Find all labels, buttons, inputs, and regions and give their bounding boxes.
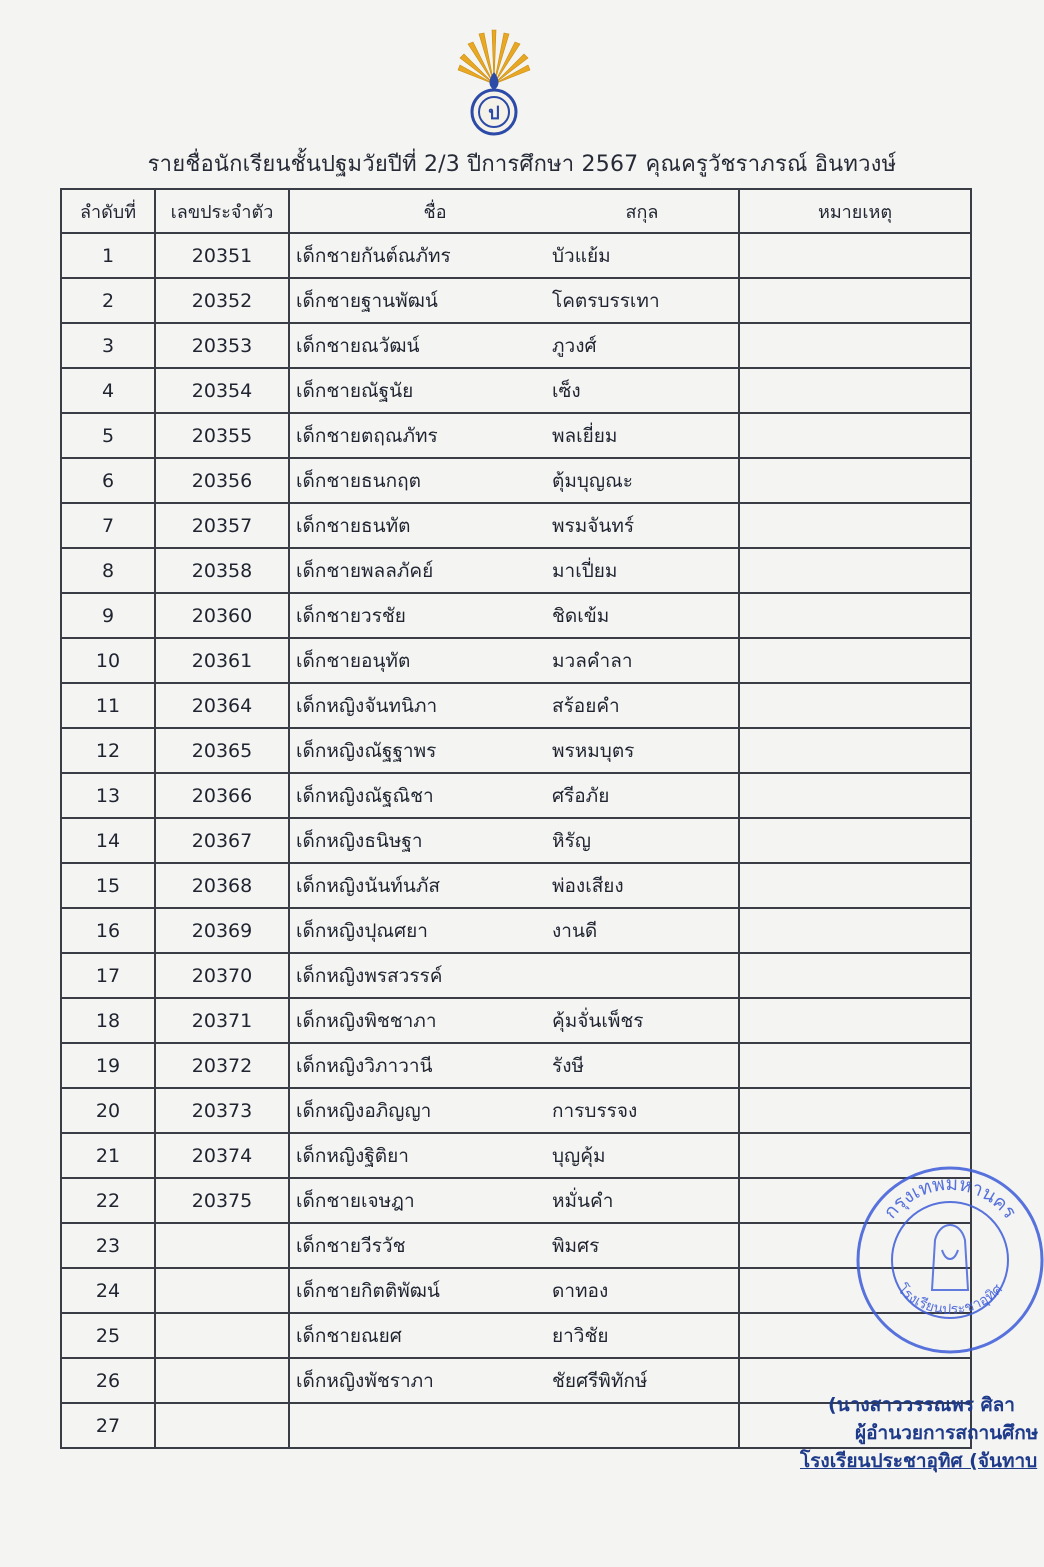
student-surname: ยาวิชัย — [546, 1313, 739, 1358]
row-number: 7 — [61, 503, 155, 548]
row-number: 21 — [61, 1133, 155, 1178]
row-number: 23 — [61, 1223, 155, 1268]
row-number: 5 — [61, 413, 155, 458]
row-number: 8 — [61, 548, 155, 593]
student-name: เด็กหญิงธนิษฐา — [289, 818, 546, 863]
student-name: เด็กหญิงพรสวรรค์ — [289, 953, 546, 998]
student-surname: สร้อยคำ — [546, 683, 739, 728]
note-cell — [739, 368, 971, 413]
row-number: 14 — [61, 818, 155, 863]
student-surname: มาเปี่ยม — [546, 548, 739, 593]
student-id: 20353 — [155, 323, 289, 368]
stamp-text: กรุงเทพมหานคร — [879, 1172, 1021, 1223]
table-row — [61, 1088, 971, 1133]
student-id — [155, 1313, 289, 1358]
table-row — [61, 818, 971, 863]
student-name: เด็กหญิงอภิญญา — [289, 1088, 546, 1133]
row-number: 13 — [61, 773, 155, 818]
row-number: 12 — [61, 728, 155, 773]
student-surname: หมั่นคำ — [546, 1178, 739, 1223]
row-number: 25 — [61, 1313, 155, 1358]
student-id: 20366 — [155, 773, 289, 818]
student-surname: ตุ้มบุญณะ — [546, 458, 739, 503]
student-id — [155, 1223, 289, 1268]
table-row — [61, 1043, 971, 1088]
student-name: เด็กชายอนุทัต — [289, 638, 546, 683]
student-id: 20371 — [155, 998, 289, 1043]
note-cell — [739, 323, 971, 368]
table-header-row — [61, 189, 971, 233]
student-id: 20368 — [155, 863, 289, 908]
student-name: เด็กชายวรชัย — [289, 593, 546, 638]
header-name-label: ชื่อ — [423, 201, 447, 223]
note-cell — [739, 773, 971, 818]
note-cell — [739, 998, 971, 1043]
student-id: 20361 — [155, 638, 289, 683]
row-number: 6 — [61, 458, 155, 503]
student-name: เด็กหญิงจันทนิภา — [289, 683, 546, 728]
student-surname: คุ้มจั่นเพ็ชร — [546, 998, 739, 1043]
header-surname-label: สกุล — [625, 201, 659, 223]
student-name: เด็กหญิงนันท์นภัส — [289, 863, 546, 908]
student-surname: พลเยี่ยม — [546, 413, 739, 458]
student-name: เด็กหญิงฐิติยา — [289, 1133, 546, 1178]
signer-school: โรงเรียนประชาอุทิศ (จันทาบ — [800, 1450, 1038, 1472]
school-logo — [452, 28, 536, 140]
student-surname: ภูวงศ์ — [546, 323, 739, 368]
note-cell — [739, 503, 971, 548]
table-row — [61, 998, 971, 1043]
student-id: 20360 — [155, 593, 289, 638]
table-row — [61, 368, 971, 413]
note-cell — [739, 458, 971, 503]
note-cell — [739, 1088, 971, 1133]
student-name: เด็กชายธนกฤต — [289, 458, 546, 503]
student-surname: พ่องเสียง — [546, 863, 739, 908]
row-number: 22 — [61, 1178, 155, 1223]
svg-text:ป: ป — [488, 103, 500, 124]
student-name: เด็กชายวีรวัช — [289, 1223, 546, 1268]
row-number: 27 — [61, 1403, 155, 1448]
row-number: 20 — [61, 1088, 155, 1133]
student-id: 20364 — [155, 683, 289, 728]
student-name: เด็กชายฐานพัฒน์ — [289, 278, 546, 323]
student-id: 20365 — [155, 728, 289, 773]
official-stamp — [850, 1150, 1044, 1370]
table-row — [61, 683, 971, 728]
student-surname: บุญคุ้ม — [546, 1133, 739, 1178]
student-surname: หิรัญ — [546, 818, 739, 863]
table-row — [61, 1268, 971, 1313]
student-id: 20354 — [155, 368, 289, 413]
student-id: 20375 — [155, 1178, 289, 1223]
student-id: 20358 — [155, 548, 289, 593]
note-cell — [739, 278, 971, 323]
student-id: 20374 — [155, 1133, 289, 1178]
student-name — [289, 1403, 546, 1448]
student-name: เด็กชายกันต์ณภัทร — [289, 233, 546, 278]
row-number: 10 — [61, 638, 155, 683]
table-row — [61, 548, 971, 593]
row-number: 1 — [61, 233, 155, 278]
header-no: ลำดับที่ — [61, 189, 155, 233]
table-row — [61, 773, 971, 818]
row-number: 24 — [61, 1268, 155, 1313]
row-number: 15 — [61, 863, 155, 908]
table-row — [61, 503, 971, 548]
student-surname: พิมศร — [546, 1223, 739, 1268]
note-cell — [739, 638, 971, 683]
note-cell — [739, 953, 971, 998]
note-cell — [739, 413, 971, 458]
row-number: 9 — [61, 593, 155, 638]
table-row — [61, 278, 971, 323]
table-row — [61, 1313, 971, 1358]
note-cell — [739, 548, 971, 593]
table-row — [61, 413, 971, 458]
table-row — [61, 1178, 971, 1223]
table-row — [61, 728, 971, 773]
note-cell — [739, 1043, 971, 1088]
table-row — [61, 953, 971, 998]
row-number: 26 — [61, 1358, 155, 1403]
table-row — [61, 323, 971, 368]
svg-text:โรงเรียนประชาอุทิศ — [894, 1281, 1006, 1318]
row-number: 16 — [61, 908, 155, 953]
note-cell — [739, 233, 971, 278]
header-name — [289, 189, 546, 233]
table-row — [61, 593, 971, 638]
header-surname — [546, 189, 739, 233]
row-number: 4 — [61, 368, 155, 413]
note-cell — [739, 728, 971, 773]
student-id: 20357 — [155, 503, 289, 548]
table-row — [61, 233, 971, 278]
student-id: 20369 — [155, 908, 289, 953]
student-surname: การบรรจง — [546, 1088, 739, 1133]
signature-block — [800, 1390, 1044, 1474]
row-number: 3 — [61, 323, 155, 368]
student-surname: ชิดเข้ม — [546, 593, 739, 638]
student-id — [155, 1358, 289, 1403]
student-id — [155, 1403, 289, 1448]
student-surname: พรมจันทร์ — [546, 503, 739, 548]
signer-name: (นางสาววรรณพร ศิลา — [828, 1394, 1015, 1416]
table-body — [61, 233, 971, 1448]
student-surname — [546, 953, 739, 998]
student-name: เด็กชายณยศ — [289, 1313, 546, 1358]
student-surname: งานดี — [546, 908, 739, 953]
student-surname: ชัยศรีพิทักษ์ — [546, 1358, 739, 1403]
row-number: 18 — [61, 998, 155, 1043]
student-name: เด็กชายตฤณภัทร — [289, 413, 546, 458]
student-surname: มวลคำลา — [546, 638, 739, 683]
page-title: รายชื่อนักเรียนชั้นปฐมวัยปีที่ 2/3 ปีการศึกษา 2567 คุณครูวัชราภรณ์ อินทวงษ์ — [147, 152, 897, 177]
student-name: เด็กหญิงณัฐฐาพร — [289, 728, 546, 773]
student-name: เด็กหญิงพัชราภา — [289, 1358, 546, 1403]
student-id: 20356 — [155, 458, 289, 503]
student-name: เด็กชายพลลภัคย์ — [289, 548, 546, 593]
student-name: เด็กชายเจษฎา — [289, 1178, 546, 1223]
table-row — [61, 638, 971, 683]
note-cell — [739, 683, 971, 728]
header-id: เลขประจำตัว — [155, 189, 289, 233]
student-id: 20355 — [155, 413, 289, 458]
signer-position: ผู้อำนวยการสถานศึกษ — [855, 1422, 1039, 1444]
student-name: เด็กหญิงปุณศยา — [289, 908, 546, 953]
student-name: เด็กชายณวัฒน์ — [289, 323, 546, 368]
student-name: เด็กหญิงพิชชาภา — [289, 998, 546, 1043]
stamp-text-bottom: โรงเรียนประชาอุทิศ — [894, 1281, 1006, 1319]
student-id: 20352 — [155, 278, 289, 323]
student-name: เด็กชายกิตติพัฒน์ — [289, 1268, 546, 1313]
student-surname: พรหมบุตร — [546, 728, 739, 773]
student-roster-table — [60, 188, 972, 1449]
table-row — [61, 458, 971, 503]
student-name: เด็กชายธนทัต — [289, 503, 546, 548]
student-surname: บัวแย้ม — [546, 233, 739, 278]
student-id: 20372 — [155, 1043, 289, 1088]
row-number: 2 — [61, 278, 155, 323]
row-number: 11 — [61, 683, 155, 728]
note-cell — [739, 593, 971, 638]
student-surname — [546, 1403, 739, 1448]
header-note: หมายเหตุ — [739, 189, 971, 233]
student-id: 20351 — [155, 233, 289, 278]
row-number: 19 — [61, 1043, 155, 1088]
student-surname: ดาทอง — [546, 1268, 739, 1313]
student-id: 20367 — [155, 818, 289, 863]
row-number: 17 — [61, 953, 155, 998]
student-surname: เซ็ง — [546, 368, 739, 413]
table-row — [61, 908, 971, 953]
student-surname: โคตรบรรเทา — [546, 278, 739, 323]
note-cell — [739, 908, 971, 953]
note-cell — [739, 818, 971, 863]
table-row — [61, 1133, 971, 1178]
table-row — [61, 863, 971, 908]
student-id: 20373 — [155, 1088, 289, 1133]
student-name: เด็กหญิงณัฐณิชา — [289, 773, 546, 818]
note-cell — [739, 863, 971, 908]
student-name: เด็กชายณัฐนัย — [289, 368, 546, 413]
svg-text:กรุงเทพมหานคร — [879, 1173, 1020, 1223]
student-id: 20370 — [155, 953, 289, 998]
student-surname: รังษี — [546, 1043, 739, 1088]
student-name: เด็กหญิงวิภาวานี — [289, 1043, 546, 1088]
student-id — [155, 1268, 289, 1313]
student-surname: ศรีอภัย — [546, 773, 739, 818]
table-row — [61, 1223, 971, 1268]
